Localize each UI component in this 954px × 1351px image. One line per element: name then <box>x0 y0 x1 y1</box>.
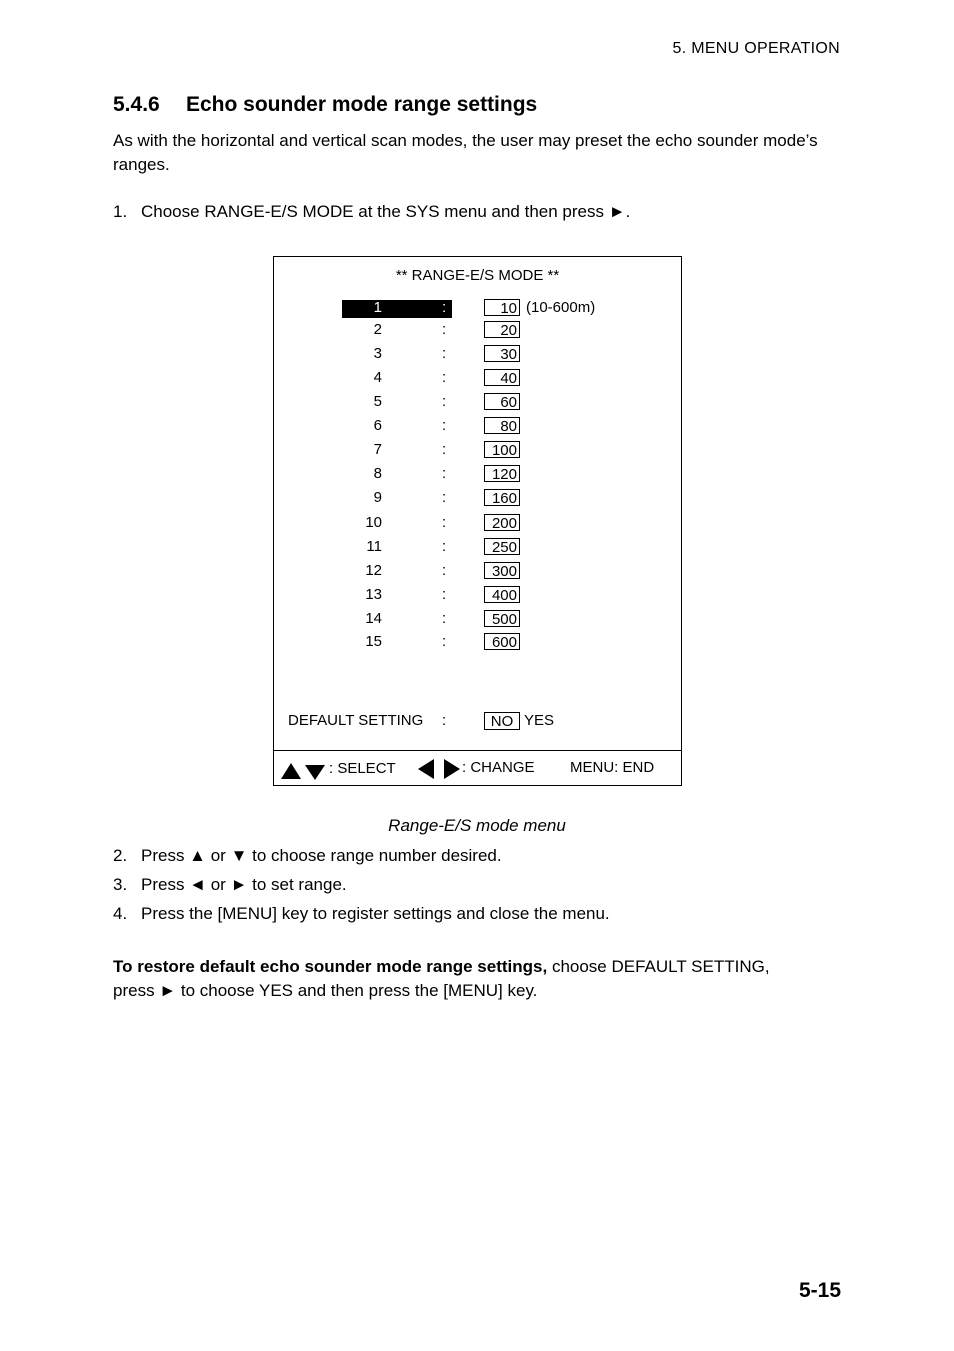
range-row[interactable] <box>274 417 681 437</box>
step-2 <box>113 846 502 866</box>
range-row[interactable] <box>274 538 681 558</box>
range-row[interactable] <box>274 441 681 461</box>
range-index: 10 <box>365 514 382 531</box>
menu-title: ** RANGE-E/S MODE ** <box>395 267 560 284</box>
range-hint: (10-600m) <box>526 299 596 316</box>
range-index: 4 <box>373 369 382 386</box>
restore-paragraph <box>113 955 833 1003</box>
restore-bold-text: To restore default echo sounder mode range settings, <box>113 957 548 976</box>
range-row[interactable] <box>274 321 681 341</box>
default-no-option[interactable]: NO <box>484 712 520 730</box>
range-value-field[interactable]: 80 <box>484 417 520 434</box>
range-row[interactable] <box>274 345 681 365</box>
colon: : <box>442 465 447 482</box>
footer-select-label: : SELECT <box>329 760 396 777</box>
footer-end-label: MENU: END <box>570 759 655 776</box>
colon: : <box>442 441 447 458</box>
section-title <box>113 93 537 117</box>
step-number: 3. <box>113 875 128 894</box>
range-row[interactable] <box>274 633 681 653</box>
step-text: Press ◄ or ► to set range. <box>141 875 347 894</box>
step-text: Choose RANGE-E/S MODE at the SYS menu and then press ►. <box>141 202 631 221</box>
step-text: Press ▲ or ▼ to choose range number desired. <box>141 846 502 865</box>
range-index: 14 <box>365 610 382 627</box>
step-number: 1. <box>113 202 128 221</box>
colon: : <box>442 393 447 410</box>
range-row[interactable] <box>274 465 681 485</box>
range-row[interactable] <box>274 562 681 582</box>
range-menu-box <box>273 256 682 786</box>
colon: : <box>442 538 447 555</box>
range-value-field[interactable]: 500 <box>484 610 520 627</box>
range-index: 1 <box>373 299 382 316</box>
colon: : <box>442 610 447 627</box>
restore-text-1: choose DEFAULT SETTING, <box>547 957 770 976</box>
colon: : <box>442 417 447 434</box>
range-index: 3 <box>373 345 382 362</box>
colon: : <box>442 586 447 603</box>
range-index: 13 <box>365 586 382 603</box>
step-number: 4. <box>113 904 128 923</box>
range-value-field[interactable]: 400 <box>484 586 520 603</box>
range-value-field[interactable]: 30 <box>484 345 520 362</box>
colon: : <box>442 345 447 362</box>
page-number: 5-15 <box>798 1279 841 1302</box>
range-value-field[interactable]: 120 <box>484 465 520 482</box>
range-value-field[interactable]: 20 <box>484 321 520 338</box>
step-4 <box>113 904 610 924</box>
menu-footer <box>274 750 681 786</box>
range-row[interactable] <box>274 514 681 534</box>
range-index: 12 <box>365 562 382 579</box>
colon: : <box>442 633 447 650</box>
range-value-field[interactable]: 160 <box>484 489 520 506</box>
range-row[interactable] <box>274 393 681 413</box>
range-value-field[interactable]: 100 <box>484 441 520 458</box>
range-row[interactable] <box>274 489 681 509</box>
figure-caption: Range-E/S mode menu <box>388 816 566 835</box>
default-setting-label: DEFAULT SETTING <box>288 712 424 729</box>
step-text: Press the [MENU] key to register settings and close the menu. <box>141 904 610 923</box>
range-index: 2 <box>373 321 382 338</box>
range-value-field[interactable]: 250 <box>484 538 520 555</box>
up-down-arrow-icon <box>280 761 328 781</box>
range-index: 15 <box>365 633 382 650</box>
range-index: 7 <box>373 441 382 458</box>
step-number: 2. <box>113 846 128 865</box>
range-value-field[interactable]: 300 <box>484 562 520 579</box>
range-value-field[interactable]: 200 <box>484 514 520 531</box>
colon: : <box>442 712 447 729</box>
range-index: 9 <box>373 489 382 506</box>
restore-text-2: press ► to choose YES and then press the [MENU] key. <box>113 981 538 1000</box>
step-1 <box>113 202 630 222</box>
colon: : <box>442 514 447 531</box>
running-header: 5. MENU OPERATION <box>672 40 840 57</box>
range-row[interactable] <box>274 586 681 606</box>
range-row[interactable] <box>274 299 681 319</box>
range-value-field[interactable]: 40 <box>484 369 520 386</box>
range-index: 6 <box>373 417 382 434</box>
colon: : <box>442 369 447 386</box>
range-row[interactable] <box>274 610 681 630</box>
colon: : <box>442 562 447 579</box>
range-index: 8 <box>373 465 382 482</box>
colon: : <box>442 489 447 506</box>
range-value-field[interactable]: 60 <box>484 393 520 410</box>
intro-paragraph: As with the horizontal and vertical scan modes, the user may preset the echo sounder mode’s ranges. <box>113 131 818 174</box>
colon: : <box>442 299 447 316</box>
step-3 <box>113 875 347 895</box>
range-index: 11 <box>366 538 382 555</box>
colon: : <box>442 321 447 338</box>
range-value-field[interactable]: 600 <box>484 633 520 650</box>
left-right-arrow-icon <box>416 757 462 781</box>
default-yes-option[interactable]: YES <box>524 712 555 729</box>
range-value-field[interactable]: 10 <box>484 299 520 316</box>
default-setting-row[interactable] <box>288 712 678 732</box>
range-row[interactable] <box>274 369 681 389</box>
footer-change-label: : CHANGE <box>462 759 535 776</box>
section-heading: Echo sounder mode range settings <box>186 93 538 116</box>
section-number: 5.4.6 <box>113 93 160 116</box>
range-index: 5 <box>373 393 382 410</box>
